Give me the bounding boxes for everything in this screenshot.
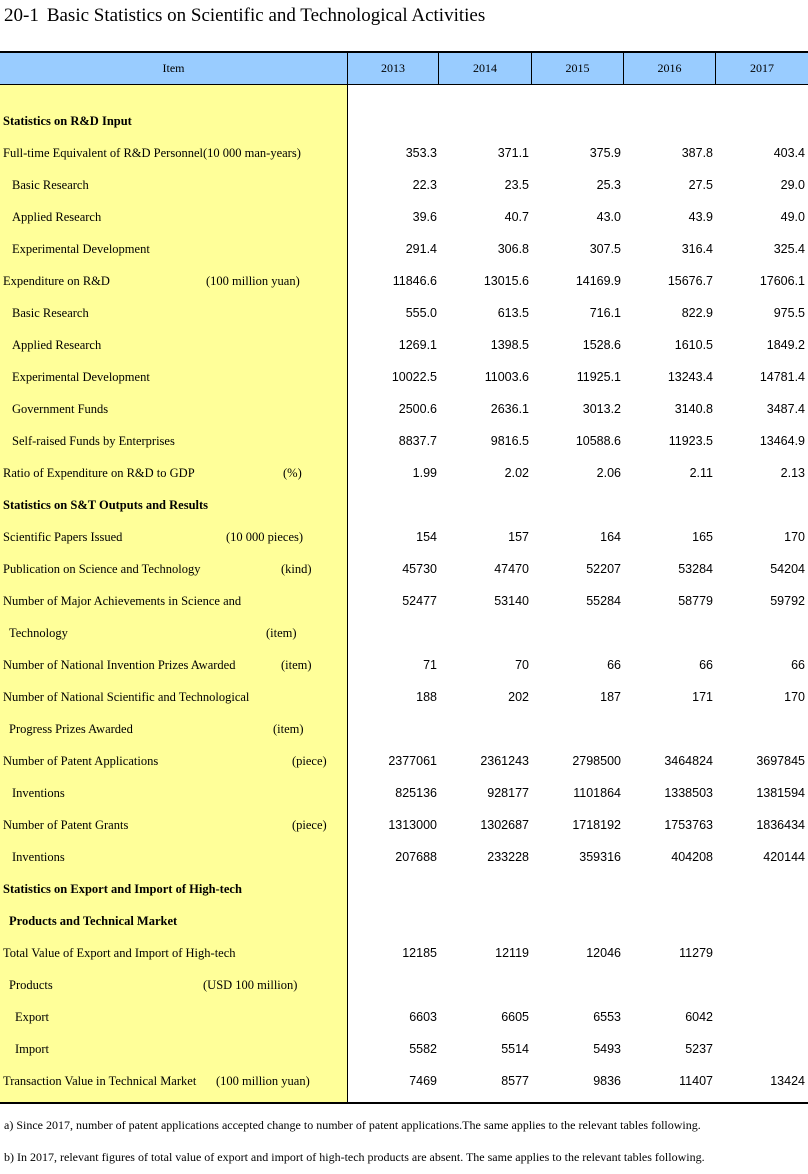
- cell-2014: [441, 617, 529, 649]
- footnote-a: a) Since 2017, number of patent applications accepted change to number of patent applications.The same applies to the relevant tables following.: [4, 1118, 701, 1132]
- header-divider: [715, 53, 716, 84]
- cell-2015: 66: [607, 658, 621, 672]
- cell-2014: 2636.1: [490, 402, 529, 416]
- cell-2017: 170: [784, 530, 805, 544]
- cell-2016: 822.9: [681, 306, 713, 320]
- cell-2017: [717, 617, 805, 649]
- table-row: [0, 617, 808, 649]
- cell-2013: 39.6: [412, 210, 437, 224]
- header-divider: [347, 53, 348, 84]
- cell-2017: [717, 969, 805, 1001]
- cell-2016: 2.11: [689, 466, 713, 480]
- cell-2014: [441, 905, 529, 937]
- cell-2014: 371.1: [497, 146, 529, 160]
- row-label: Applied Research: [12, 338, 102, 352]
- cell-2014: [441, 969, 529, 1001]
- cell-2016: 27.5: [688, 178, 713, 192]
- cell-2013: 188: [416, 690, 437, 704]
- cell-2016: 66: [699, 658, 713, 672]
- cell-2016: 6042: [685, 1010, 713, 1024]
- cell-2015: [533, 873, 621, 905]
- cell-2016: [625, 617, 713, 649]
- row-label: Import: [15, 1042, 50, 1056]
- cell-2017: 3697845: [756, 754, 805, 768]
- cell-2017: [717, 105, 805, 137]
- row-unit: (kind): [281, 562, 312, 576]
- cell-2016: 43.9: [688, 210, 713, 224]
- cell-2015: 3013.2: [582, 402, 621, 416]
- table-row: [0, 681, 808, 713]
- cell-2017: 3487.4: [766, 402, 805, 416]
- cell-2015: [533, 105, 621, 137]
- cell-2015: 2798500: [572, 754, 621, 768]
- header-year-2017: 2017: [750, 61, 774, 75]
- cell-2016: 11279: [679, 946, 713, 960]
- table-number: 20-1: [4, 5, 39, 26]
- table-row: [0, 233, 808, 265]
- cell-2015: 2.06: [596, 466, 621, 480]
- cell-2013: [349, 489, 437, 521]
- cell-2014: 47470: [494, 562, 529, 576]
- table-row: [0, 713, 808, 745]
- cell-2015: 5493: [593, 1042, 621, 1056]
- cell-2017: 1836434: [756, 818, 805, 832]
- row-unit: (USD 100 million): [203, 978, 298, 992]
- cell-2016: 1610.5: [674, 338, 713, 352]
- cell-2017: 1381594: [756, 786, 805, 800]
- cell-2014: 5514: [501, 1042, 529, 1056]
- cell-2013: [349, 905, 437, 937]
- cell-2013: 154: [416, 530, 437, 544]
- row-unit: (10 000 pieces): [226, 530, 304, 544]
- cell-2015: 11925.1: [576, 370, 621, 384]
- cell-2016: 3464824: [664, 754, 713, 768]
- cell-2016: 3140.8: [674, 402, 713, 416]
- cell-2015: [533, 617, 621, 649]
- cell-2016: 316.4: [681, 242, 713, 256]
- table-row: [0, 585, 808, 617]
- table-row: [0, 873, 808, 905]
- cell-2013: 8837.7: [398, 434, 437, 448]
- table-row: [0, 969, 808, 1001]
- row-label: Inventions: [12, 786, 65, 800]
- cell-2013: 12185: [402, 946, 437, 960]
- cell-2014: 13015.6: [483, 274, 529, 288]
- cell-2013: 353.3: [405, 146, 437, 160]
- table-row: [0, 329, 808, 361]
- row-label: Basic Research: [12, 306, 89, 320]
- cell-2015: 359316: [579, 850, 621, 864]
- row-label: Progress Prizes Awarded: [9, 722, 133, 736]
- cell-2016: 11407: [679, 1074, 713, 1088]
- cell-2016: [625, 489, 713, 521]
- cell-2015: 1718192: [572, 818, 621, 832]
- cell-2015: 10588.6: [575, 434, 621, 448]
- cell-2015: 12046: [586, 946, 621, 960]
- cell-2014: [441, 105, 529, 137]
- row-label: Experimental Development: [12, 370, 150, 384]
- cell-2014: 928177: [487, 786, 529, 800]
- cell-2013: 555.0: [405, 306, 437, 320]
- cell-2017: 975.5: [773, 306, 805, 320]
- section-heading: Statistics on R&D Input: [3, 114, 132, 128]
- cell-2016: 387.8: [681, 146, 713, 160]
- table-row: [0, 521, 808, 553]
- cell-2017: 403.4: [773, 146, 805, 160]
- table-row: [0, 457, 808, 489]
- cell-2014: 2361243: [480, 754, 529, 768]
- cell-2013: [349, 969, 437, 1001]
- cell-2016: 53284: [678, 562, 713, 576]
- table-row: [0, 1001, 808, 1033]
- cell-2015: 187: [600, 690, 621, 704]
- footnote-b: b) In 2017, relevant figures of total value of export and import of high-tech products are absent. The same applies to the relevant tables following.: [4, 1150, 705, 1164]
- row-label: Scientific Papers Issued: [3, 530, 123, 544]
- cell-2015: 55284: [586, 594, 621, 608]
- cell-2014: 23.5: [504, 178, 529, 192]
- cell-2014: 157: [508, 530, 529, 544]
- table-row: [0, 1065, 808, 1097]
- row-label: Publication on Science and Technology: [3, 562, 201, 576]
- row-label: Export: [15, 1010, 50, 1024]
- section-heading: Products and Technical Market: [9, 914, 178, 928]
- cell-2014: 2.02: [504, 466, 529, 480]
- row-label: Technology: [9, 626, 68, 640]
- cell-2013: 2377061: [388, 754, 437, 768]
- cell-2014: 70: [515, 658, 529, 672]
- cell-2014: 202: [508, 690, 529, 704]
- cell-2015: [533, 905, 621, 937]
- table-row: [0, 553, 808, 585]
- cell-2014: 233228: [487, 850, 529, 864]
- table-row: [0, 649, 808, 681]
- cell-2015: 14169.9: [575, 274, 621, 288]
- table-row: [0, 201, 808, 233]
- cell-2015: 25.3: [596, 178, 621, 192]
- cell-2017: 59792: [770, 594, 805, 608]
- table-row: [0, 937, 808, 969]
- cell-2014: [441, 489, 529, 521]
- cell-2013: 5582: [409, 1042, 437, 1056]
- cell-2017: [717, 905, 805, 937]
- row-unit: (item): [281, 658, 312, 672]
- cell-2014: [441, 873, 529, 905]
- cell-2013: 291.4: [405, 242, 437, 256]
- row-label: Transaction Value in Technical Market: [3, 1074, 197, 1088]
- cell-2014: 9816.5: [490, 434, 529, 448]
- cell-2016: [625, 713, 713, 745]
- row-label: Products: [9, 978, 53, 992]
- cell-2016: 58779: [678, 594, 713, 608]
- row-label: Ratio of Expenditure on R&D to GDP: [3, 466, 195, 480]
- cell-2017: [717, 1001, 805, 1033]
- row-label: Inventions: [12, 850, 65, 864]
- row-unit: (piece): [292, 818, 327, 832]
- cell-2014: 40.7: [504, 210, 529, 224]
- header-year-2013: 2013: [381, 61, 405, 75]
- row-label: Experimental Development: [12, 242, 150, 256]
- cell-2015: 9836: [593, 1074, 621, 1088]
- cell-2016: [625, 905, 713, 937]
- cell-2015: 43.0: [596, 210, 621, 224]
- row-label: Applied Research: [12, 210, 102, 224]
- cell-2016: 5237: [685, 1042, 713, 1056]
- cell-2017: 2.13: [780, 466, 805, 480]
- row-label: Full-time Equivalent of R&D Personnel(10 000 man-years): [3, 146, 301, 160]
- cell-2014: 53140: [494, 594, 529, 608]
- cell-2017: [717, 873, 805, 905]
- cell-2015: 6553: [593, 1010, 621, 1024]
- cell-2015: 52207: [586, 562, 621, 576]
- table-row: [0, 489, 808, 521]
- cell-2013: 22.3: [412, 178, 437, 192]
- cell-2013: 45730: [402, 562, 437, 576]
- cell-2015: [533, 713, 621, 745]
- cell-2013: 11846.6: [392, 274, 437, 288]
- row-label: Number of Major Achievements in Science and: [3, 594, 242, 608]
- cell-2017: 420144: [763, 850, 805, 864]
- header-year-2016: 2016: [657, 61, 682, 75]
- cell-2017: 49.0: [780, 210, 805, 224]
- section-heading: Statistics on Export and Import of High-tech: [3, 882, 242, 896]
- cell-2016: 165: [692, 530, 713, 544]
- row-label: Number of National Scientific and Technological: [3, 690, 250, 704]
- cell-2017: [717, 937, 805, 969]
- table-row: [0, 809, 808, 841]
- cell-2015: [533, 489, 621, 521]
- cell-2013: 10022.5: [391, 370, 437, 384]
- cell-2014: 6605: [501, 1010, 529, 1024]
- header-item: Item: [162, 61, 185, 75]
- cell-2017: 54204: [770, 562, 805, 576]
- table-title: Basic Statistics on Scientific and Technological Activities: [46, 5, 486, 26]
- table-header: [0, 51, 808, 85]
- row-label: Basic Research: [12, 178, 89, 192]
- cell-2015: 164: [600, 530, 621, 544]
- row-label: Number of Patent Applications: [3, 754, 159, 768]
- row-label: Expenditure on R&D: [3, 274, 110, 288]
- cell-2016: [625, 873, 713, 905]
- row-label: Number of Patent Grants: [3, 818, 129, 832]
- cell-2015: 1101864: [573, 786, 621, 800]
- row-label: Government Funds: [12, 402, 109, 416]
- header-divider: [438, 53, 439, 84]
- cell-2017: 1849.2: [766, 338, 805, 352]
- table-row: [0, 361, 808, 393]
- table-row: [0, 169, 808, 201]
- cell-2016: [625, 969, 713, 1001]
- cell-2014: 306.8: [497, 242, 529, 256]
- table-row: [0, 777, 808, 809]
- cell-2013: 207688: [395, 850, 437, 864]
- table-row: [0, 745, 808, 777]
- page-title: [4, 5, 485, 27]
- table-row: [0, 1033, 808, 1065]
- row-unit: (100 million yuan): [216, 1074, 310, 1088]
- cell-2017: 325.4: [773, 242, 805, 256]
- table-row: [0, 393, 808, 425]
- cell-2016: 11923.5: [668, 434, 713, 448]
- table-row: [0, 297, 808, 329]
- cell-2015: 1528.6: [582, 338, 621, 352]
- row-unit: (item): [266, 626, 297, 640]
- row-unit: (item): [273, 722, 304, 736]
- cell-2017: 13424: [770, 1074, 805, 1088]
- cell-2016: [625, 105, 713, 137]
- cell-2014: [441, 713, 529, 745]
- cell-2016: 15676.7: [667, 274, 713, 288]
- header-divider: [623, 53, 624, 84]
- cell-2014: 11003.6: [484, 370, 529, 384]
- cell-2017: 29.0: [780, 178, 805, 192]
- row-label: Number of National Invention Prizes Awarded: [3, 658, 236, 672]
- cell-2013: 71: [423, 658, 437, 672]
- cell-2015: 716.1: [589, 306, 621, 320]
- cell-2014: 1302687: [480, 818, 529, 832]
- cell-2014: 8577: [501, 1074, 529, 1088]
- cell-2017: [717, 489, 805, 521]
- cell-2015: 307.5: [589, 242, 621, 256]
- cell-2016: 13243.4: [667, 370, 713, 384]
- section-heading: Statistics on S&T Outputs and Results: [3, 498, 209, 512]
- row-label: Total Value of Export and Import of High-tech: [3, 946, 236, 960]
- cell-2013: 7469: [409, 1074, 437, 1088]
- cell-2015: [533, 969, 621, 1001]
- cell-2017: [717, 713, 805, 745]
- cell-2016: 404208: [671, 850, 713, 864]
- cell-2017: 13464.9: [759, 434, 805, 448]
- table-bottom-rule: [0, 1102, 808, 1104]
- cell-2013: 1.99: [412, 466, 437, 480]
- cell-2017: 66: [791, 658, 805, 672]
- cell-2014: 613.5: [497, 306, 529, 320]
- cell-2014: 12119: [495, 946, 529, 960]
- cell-2017: [717, 1033, 805, 1065]
- row-unit: (100 million yuan): [206, 274, 300, 288]
- cell-2013: [349, 713, 437, 745]
- table-row: [0, 105, 808, 137]
- cell-2014: 1398.5: [490, 338, 529, 352]
- header-year-2015: 2015: [565, 61, 590, 75]
- table-row: [0, 841, 808, 873]
- table-row: [0, 425, 808, 457]
- row-unit: (piece): [292, 754, 327, 768]
- cell-2015: 375.9: [589, 146, 621, 160]
- row-unit: (%): [283, 466, 302, 480]
- cell-2013: 6603: [409, 1010, 437, 1024]
- cell-2017: 17606.1: [759, 274, 805, 288]
- cell-2013: [349, 873, 437, 905]
- row-label: Self-raised Funds by Enterprises: [12, 434, 175, 448]
- table-row: [0, 905, 808, 937]
- cell-2016: 1753763: [664, 818, 713, 832]
- cell-2016: 1338503: [664, 786, 713, 800]
- table-row: [0, 137, 808, 169]
- cell-2013: [349, 105, 437, 137]
- cell-2013: 2500.6: [398, 402, 437, 416]
- cell-2013: 1313000: [388, 818, 437, 832]
- header-year-2014: 2014: [473, 61, 497, 75]
- header-divider: [531, 53, 532, 84]
- cell-2017: 14781.4: [759, 370, 805, 384]
- cell-2013: 52477: [402, 594, 437, 608]
- cell-2013: [349, 617, 437, 649]
- cell-2016: 171: [692, 690, 713, 704]
- cell-2013: 1269.1: [398, 338, 437, 352]
- table-row: [0, 265, 808, 297]
- cell-2017: 170: [784, 690, 805, 704]
- cell-2013: 825136: [395, 786, 437, 800]
